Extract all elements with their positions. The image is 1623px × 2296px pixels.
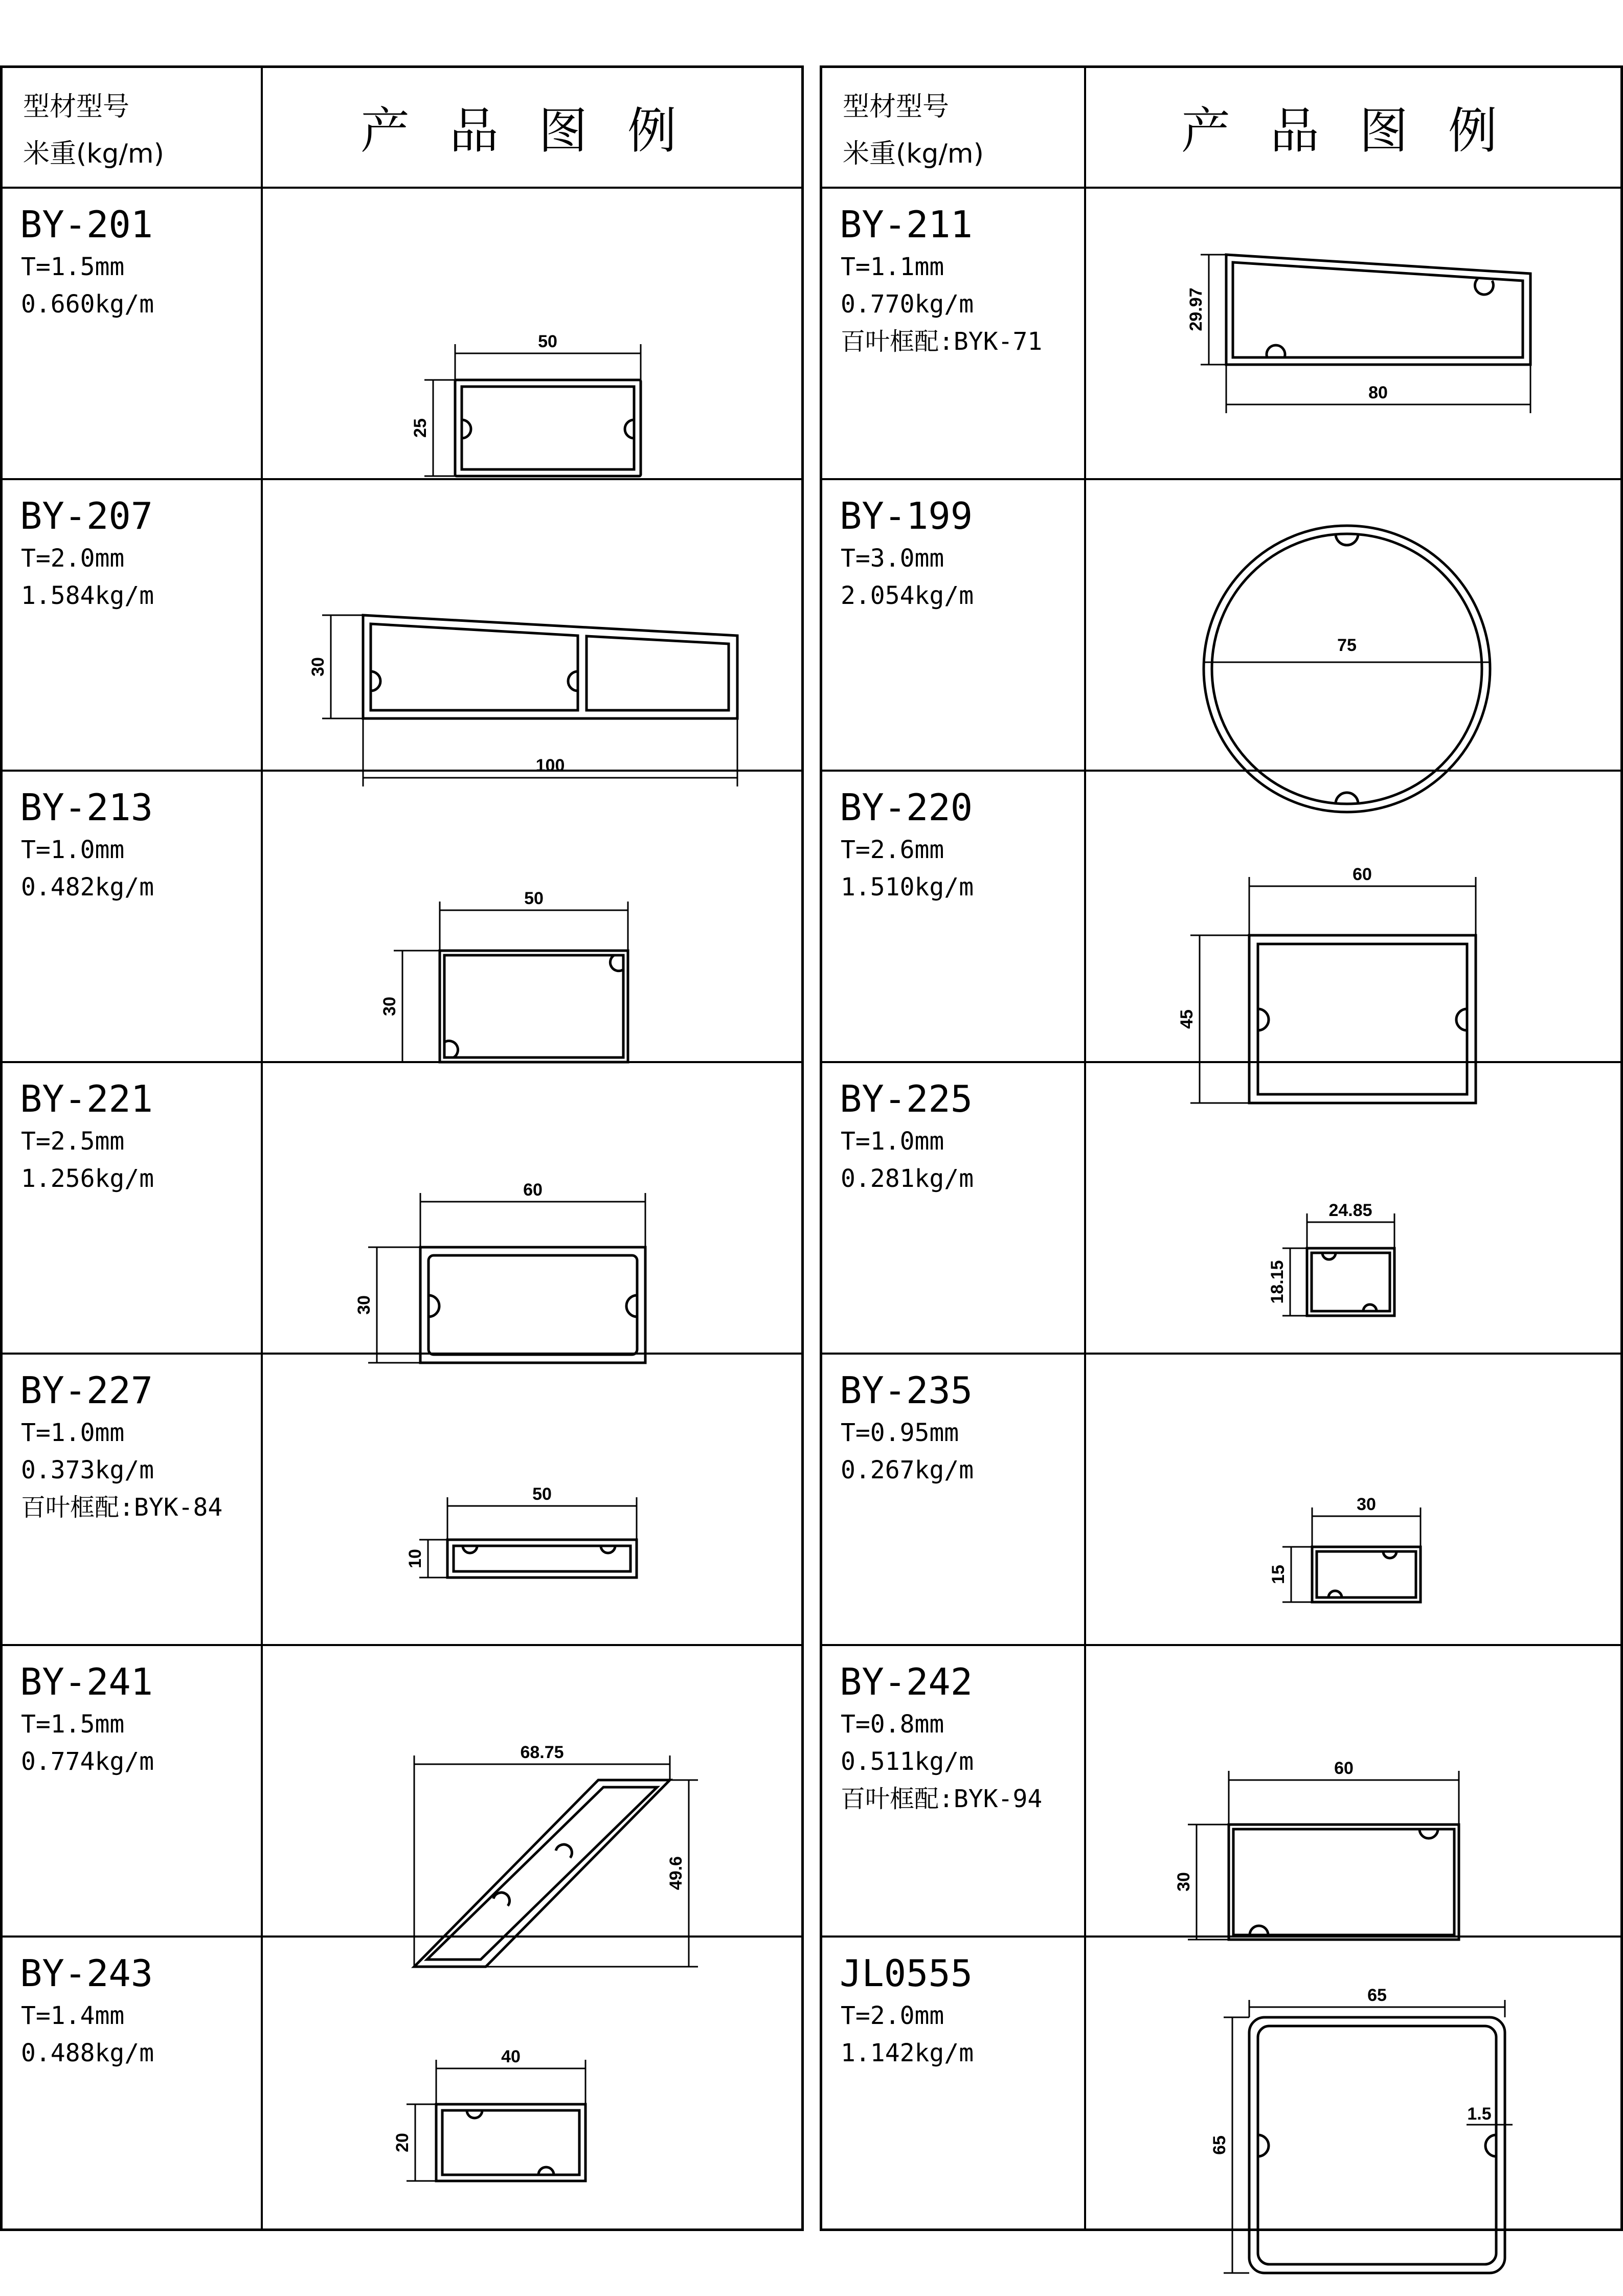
model-number: BY-207 bbox=[20, 494, 153, 537]
model-number: BY-221 bbox=[20, 1077, 153, 1120]
profile-drawing bbox=[1144, 247, 1553, 482]
dimension-label: 50 bbox=[532, 1484, 552, 1504]
model-number: JL0555 bbox=[840, 1952, 973, 1995]
header-weight-label: 米重(kg/m) bbox=[843, 139, 984, 169]
screw-slot bbox=[1456, 1009, 1467, 1030]
outer-profile bbox=[455, 380, 641, 476]
screw-slot bbox=[444, 1041, 458, 1057]
screw-slot bbox=[610, 955, 623, 971]
thickness: T=0.8mm bbox=[841, 1710, 944, 1739]
outer-profile bbox=[1249, 935, 1476, 1103]
thickness: T=2.0mm bbox=[841, 2001, 944, 2030]
right-table bbox=[820, 65, 1623, 2231]
thickness: T=1.5mm bbox=[21, 253, 125, 281]
dimension-label: 45 bbox=[1177, 1009, 1197, 1029]
inner-profile bbox=[427, 1787, 657, 1960]
column-divider bbox=[1084, 68, 1086, 2229]
dimension-label: 29.97 bbox=[1186, 287, 1206, 331]
profile-drawing bbox=[381, 2011, 647, 2216]
outer-profile bbox=[420, 1247, 645, 1363]
weight: 0.660kg/m bbox=[21, 290, 154, 319]
screw-slot bbox=[493, 1893, 509, 1906]
dimension-label: 49.6 bbox=[666, 1856, 686, 1890]
screw-slot bbox=[1336, 793, 1358, 804]
thickness: T=0.95mm bbox=[841, 1419, 959, 1447]
weight: 0.774kg/m bbox=[21, 1747, 154, 1776]
thickness: T=1.1mm bbox=[841, 253, 944, 281]
model-number: BY-242 bbox=[840, 1660, 973, 1703]
row-divider bbox=[822, 1644, 1620, 1646]
model-number: BY-235 bbox=[840, 1369, 973, 1412]
thickness: T=2.5mm bbox=[21, 1127, 125, 1156]
profile-drawing bbox=[396, 257, 662, 487]
header-model-label: 型材型号 bbox=[23, 92, 130, 122]
weight: 0.267kg/m bbox=[841, 1456, 974, 1484]
thickness: T=1.5mm bbox=[21, 1710, 125, 1739]
screw-slot bbox=[462, 420, 471, 438]
weight: 0.770kg/m bbox=[841, 290, 974, 319]
dimension-label: 20 bbox=[393, 2133, 412, 2152]
row-divider bbox=[822, 1353, 1620, 1355]
model-number: BY-211 bbox=[840, 203, 973, 246]
profile-drawing bbox=[1201, 1955, 1569, 2241]
dimension-label: 30 bbox=[1357, 1495, 1376, 1514]
model-number: BY-199 bbox=[840, 494, 973, 537]
thickness: T=1.4mm bbox=[21, 2001, 125, 2030]
row-divider bbox=[3, 187, 801, 189]
dimension-label: 65 bbox=[1210, 2135, 1229, 2155]
screw-slot bbox=[1485, 2135, 1496, 2156]
inner-profile bbox=[1258, 944, 1467, 1094]
dimension-label: 15 bbox=[1269, 1565, 1288, 1584]
inner-chamber bbox=[587, 636, 729, 710]
inner-profile bbox=[454, 1546, 630, 1571]
model-number: BY-227 bbox=[20, 1369, 153, 1412]
dimension-label: 60 bbox=[523, 1180, 543, 1200]
dimension-label: 40 bbox=[501, 2047, 521, 2066]
header-product-illustration: 产品图例 bbox=[1181, 102, 1537, 160]
screw-slot bbox=[626, 1295, 637, 1317]
screw-slot bbox=[556, 1844, 572, 1858]
inner-profile bbox=[1233, 262, 1523, 357]
inner-circle bbox=[1212, 534, 1482, 804]
screw-slot bbox=[1419, 1829, 1438, 1838]
screw-slot bbox=[568, 671, 578, 691]
model-number: BY-220 bbox=[840, 786, 973, 829]
dimension-label: 30 bbox=[308, 657, 328, 677]
header-weight-label: 米重(kg/m) bbox=[23, 139, 164, 169]
profile-drawing bbox=[1231, 1137, 1436, 1331]
profile-drawing bbox=[371, 1704, 729, 1980]
screw-slot bbox=[1336, 534, 1358, 545]
weight: 1.256kg/m bbox=[21, 1164, 154, 1193]
model-number: BY-213 bbox=[20, 786, 153, 829]
weight: 1.584kg/m bbox=[21, 581, 154, 610]
screw-slot bbox=[371, 671, 380, 691]
thickness: T=3.0mm bbox=[841, 544, 944, 573]
dimension-label: 75 bbox=[1337, 636, 1357, 655]
inner-chamber bbox=[371, 624, 578, 710]
weight: 0.482kg/m bbox=[21, 873, 154, 902]
inner-profile bbox=[442, 2110, 579, 2175]
row-divider bbox=[822, 187, 1620, 189]
outer-profile bbox=[436, 2104, 585, 2181]
thickness: T=1.0mm bbox=[21, 1419, 125, 1447]
dimension-label: 30 bbox=[1174, 1872, 1193, 1892]
outer-profile bbox=[440, 951, 628, 1062]
dimension-label: 50 bbox=[524, 889, 544, 908]
dimension-label: 24.85 bbox=[1328, 1201, 1372, 1220]
inner-profile bbox=[444, 955, 623, 1057]
dimension-label: 30 bbox=[380, 997, 399, 1016]
thickness: T=2.6mm bbox=[841, 836, 944, 864]
model-number: BY-201 bbox=[20, 203, 153, 246]
matching-louver-frame: 百叶框配:BYK-71 bbox=[841, 327, 1043, 356]
matching-louver-frame: 百叶框配:BYK-84 bbox=[21, 1493, 223, 1522]
profile-drawing bbox=[371, 835, 637, 1081]
model-number: BY-225 bbox=[840, 1077, 973, 1120]
profile-drawing bbox=[294, 544, 764, 774]
profile-drawing bbox=[1149, 835, 1538, 1121]
weight: 2.054kg/m bbox=[841, 581, 974, 610]
left-table bbox=[0, 65, 804, 2231]
screw-slot bbox=[1267, 345, 1285, 357]
outer-profile bbox=[414, 1780, 670, 1967]
weight: 1.510kg/m bbox=[841, 873, 974, 902]
dimension-label: 1.5 bbox=[1467, 2104, 1492, 2124]
dimension-label: 100 bbox=[535, 756, 565, 775]
outer-circle bbox=[1204, 526, 1490, 812]
weight: 0.488kg/m bbox=[21, 2039, 154, 2067]
weight: 0.511kg/m bbox=[841, 1747, 974, 1776]
screw-slot bbox=[429, 1295, 439, 1317]
screw-slot bbox=[1258, 2135, 1269, 2156]
profile-drawing bbox=[1221, 1428, 1436, 1623]
thickness: T=2.0mm bbox=[21, 544, 125, 573]
thickness: T=1.0mm bbox=[841, 1127, 944, 1156]
outer-profile bbox=[1229, 1825, 1459, 1940]
header-model-label: 型材型号 bbox=[843, 92, 950, 122]
outer-profile bbox=[1307, 1248, 1394, 1316]
profile-drawing bbox=[391, 1459, 657, 1623]
header-product-illustration: 产品图例 bbox=[360, 102, 716, 160]
model-number: BY-241 bbox=[20, 1660, 153, 1703]
dimension-label: 60 bbox=[1334, 1759, 1354, 1778]
thickness: T=1.0mm bbox=[21, 836, 125, 864]
dimension-label: 65 bbox=[1367, 1986, 1387, 2005]
profile-drawing bbox=[1196, 544, 1502, 830]
screw-slot bbox=[1475, 279, 1493, 295]
dimension-label: 60 bbox=[1352, 865, 1372, 884]
dimension-label: 80 bbox=[1368, 383, 1388, 402]
profile-drawing bbox=[354, 1127, 657, 1367]
inner-profile bbox=[1258, 2026, 1496, 2264]
weight: 0.281kg/m bbox=[841, 1164, 974, 1193]
dimension-label: 30 bbox=[354, 1295, 374, 1315]
dimension-label: 18.15 bbox=[1268, 1260, 1287, 1304]
inner-profile bbox=[462, 387, 634, 469]
outer-profile bbox=[1249, 2017, 1505, 2273]
outer-profile bbox=[363, 615, 737, 718]
inner-profile bbox=[1233, 1829, 1454, 1935]
screw-slot bbox=[1250, 1926, 1268, 1935]
screw-slot bbox=[625, 420, 634, 438]
profile-drawing bbox=[1160, 1720, 1518, 1965]
dimension-label: 50 bbox=[538, 332, 557, 351]
screw-slot bbox=[1258, 1009, 1269, 1030]
column-divider bbox=[261, 68, 263, 2229]
inner-profile bbox=[429, 1255, 637, 1355]
weight: 1.142kg/m bbox=[841, 2039, 974, 2067]
inner-profile bbox=[1312, 1253, 1390, 1311]
dimension-label: 68.75 bbox=[520, 1743, 564, 1762]
weight: 0.373kg/m bbox=[21, 1456, 154, 1484]
matching-louver-frame: 百叶框配:BYK-94 bbox=[841, 1785, 1043, 1813]
dimension-label: 25 bbox=[411, 418, 430, 438]
dimension-label: 10 bbox=[405, 1549, 425, 1568]
model-number: BY-243 bbox=[20, 1952, 153, 1995]
row-divider bbox=[3, 1644, 801, 1646]
